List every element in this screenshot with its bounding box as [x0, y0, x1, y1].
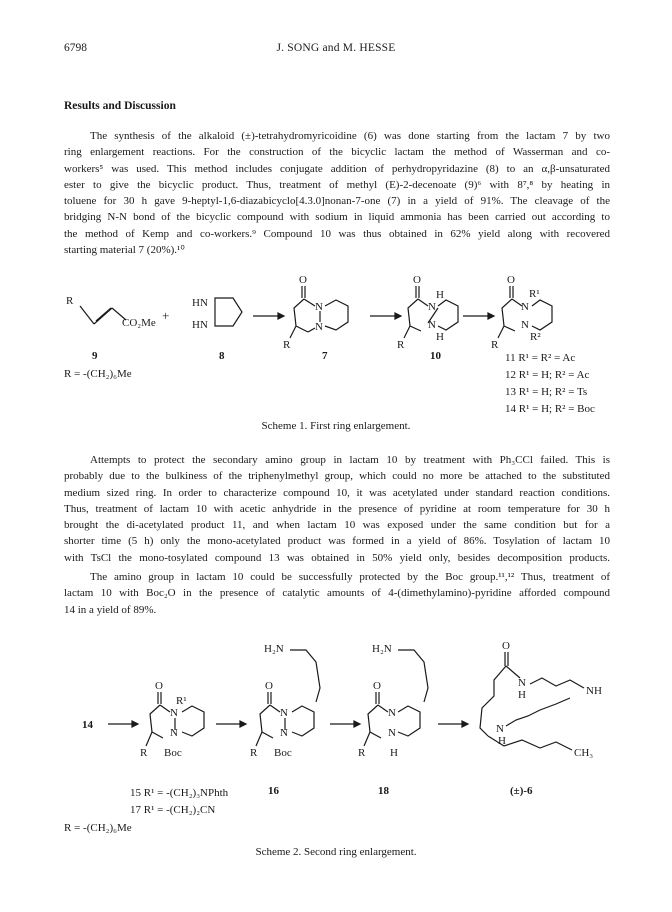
atom-label: R	[283, 339, 291, 351]
scheme-2-r-definition: R = -(CH₂)₆Me	[64, 822, 132, 834]
atom-label: N	[388, 727, 396, 739]
atom-label: O	[507, 274, 515, 286]
atom-label: N	[315, 321, 323, 333]
paragraph-3	[64, 569, 610, 618]
atom-label: HN	[192, 297, 208, 309]
compound-label-16: 16	[268, 785, 279, 797]
atom-label: R	[140, 747, 148, 759]
atom-label: Boc	[164, 747, 182, 759]
atom-label: H	[498, 735, 506, 747]
substituent-row: 14 R¹ = H; R² = Boc	[505, 403, 595, 415]
plus-sign: +	[162, 308, 170, 323]
atom-label: N	[170, 707, 178, 719]
scheme-2-structures	[0, 628, 672, 798]
atom-label: HN	[192, 319, 208, 331]
atom-label: N	[280, 707, 288, 719]
atom-label: R¹	[176, 695, 187, 707]
compound-label-18: 18	[378, 785, 389, 797]
compound-label-9: 9	[92, 350, 98, 362]
atom-label: N	[388, 707, 396, 719]
substituent-row: 13 R¹ = H; R² = Ts	[505, 386, 588, 398]
paragraph-line: The amino group in lactam 10 could be successfully protected by the Boc group.¹¹,¹² Thus, treatment of	[90, 571, 610, 583]
atom-label: N	[521, 301, 529, 313]
paragraph-line: workers⁵ was used. This method includes conjugate addition of perhydropyridazine (8) to an α,β-unsaturated	[64, 162, 610, 175]
paragraph-line: the method of Kemp and co-workers.⁹ Compound 10 was thus obtained in 62% yield along with recovered	[64, 227, 610, 240]
atom-label: N	[428, 319, 436, 331]
substituent-row: 11 R¹ = R² = Ac	[505, 352, 576, 364]
atom-label: R	[358, 747, 366, 759]
compound-label-8: 8	[219, 350, 225, 362]
atom-label: O	[265, 680, 273, 692]
atom-label: N	[428, 301, 436, 313]
paragraph-1	[64, 128, 610, 258]
atom-label: R	[250, 747, 258, 759]
atom-label: H	[390, 747, 398, 759]
paragraph-line: ester to give the bicyclic product. Thus, treatment of methyl (E)-2-decenoate (9)⁶ with 8⁷,⁸ by heating in	[64, 178, 610, 191]
paragraph-line: medium sized ring. In order to characterize compound 10, it was acetylated under standard reaction conditions.	[64, 486, 610, 499]
atom-label: N	[315, 301, 323, 313]
paragraph-line: with TsCl the mono-tosylated compound 13 was obtained in 50% yield only, besides decomposition products.	[64, 551, 610, 564]
atom-label: N	[518, 677, 526, 689]
paragraph-line: Attempts to protect the secondary amino group in lactam 10 by treatment with Ph₃CCl failed. This is	[90, 454, 610, 466]
paragraph-line: starting material 7 (20%).¹⁰	[64, 244, 185, 257]
paragraph-line: shorter time (5 h) only the mono-acetylated product was formed in a yield of 86%. Tosylation of lactam 10	[64, 535, 610, 548]
atom-label: NH	[586, 685, 602, 697]
atom-label: N	[280, 727, 288, 739]
paragraph-line: lactam 10 with Boc₂O in the presence of catalytic amounts of 4-(dimethylamino)-pyridine afforded compound	[64, 587, 610, 600]
atom-label: N	[521, 319, 529, 331]
running-head: J. SONG and M. HESSE	[276, 42, 396, 54]
atom-label: O	[502, 640, 510, 652]
atom-label: H	[436, 331, 444, 343]
atom-label: R²	[530, 331, 541, 343]
substituent-row: 17 R¹ = -(CH₂)₂CN	[130, 804, 216, 816]
scheme-1-r-definition: R = -(CH₂)₆Me	[64, 368, 132, 380]
substituent-row: 12 R¹ = H; R² = Ac	[505, 369, 590, 381]
substituent-row: 15 R¹ = -(CH₂)₃NPhth	[130, 787, 229, 799]
atom-label: H	[518, 689, 526, 701]
paragraph-line: ring enlargement reactions. For the construction of the bicyclic lactam the method of Wasserman and co-	[64, 146, 610, 159]
scheme-1-caption: Scheme 1. First ring enlargement.	[261, 420, 411, 432]
paragraph-2	[64, 452, 610, 566]
paragraph-line: Thus, treatment of lactam 10 with acetic anhydride in the presence of pyridine at room temperature for 30 h	[64, 502, 610, 515]
compound-label-10: 10	[430, 350, 441, 362]
scheme-2-start-label: 14	[82, 719, 93, 731]
atom-label: O	[155, 680, 163, 692]
paragraph-line: toluene for 30 h gave 9-heptyl-1,6-diazabicyclo[4.3.0]nonan-7-one (7) in a yield of 91%. The cleavage of the	[64, 195, 610, 208]
atom-label: R	[397, 339, 405, 351]
atom-label: O	[413, 274, 421, 286]
compound-label-6: (±)-6	[510, 785, 533, 797]
atom-label: H₂N	[372, 643, 392, 655]
page-number: 6798	[64, 42, 87, 54]
scheme-2-caption: Scheme 2. Second ring enlargement.	[255, 846, 417, 858]
atom-label: R	[491, 339, 499, 351]
scheme-1-substituent-list	[505, 350, 595, 418]
paragraph-line: probably due to the bulkiness of the triphenylmethyl group, which could no more be attached to the substituted	[64, 470, 610, 483]
paragraph-line: The synthesis of the alkaloid (±)-tetrahydromyricoidine (6) was done starting from the lactam 7 by two	[90, 130, 610, 142]
atom-label: CH₃	[574, 747, 594, 759]
scheme-2-substituent-list	[130, 785, 228, 819]
paragraph-line: 14 in a yield of 89%.	[64, 603, 157, 616]
paragraph-line: brought the di-acetylated product 11, and when lactam 10 was exposed under the same condition but for a	[64, 519, 610, 532]
paragraph-line: bridging N-N bond of the bicyclic compound with sodium in liquid ammonia has been carried out according to	[64, 211, 610, 224]
atom-label: H	[436, 289, 444, 301]
atom-label: N	[496, 723, 504, 735]
atom-label: N	[170, 727, 178, 739]
atom-label: H₂N	[264, 643, 284, 655]
atom-label: R	[66, 295, 74, 307]
atom-label: R¹	[529, 288, 540, 300]
atom-label: Boc	[274, 747, 292, 759]
atom-label: CO₂Me	[122, 317, 156, 329]
compound-label-7: 7	[322, 350, 328, 362]
atom-label: O	[373, 680, 381, 692]
section-heading: Results and Discussion	[64, 100, 176, 112]
atom-label: O	[299, 274, 307, 286]
